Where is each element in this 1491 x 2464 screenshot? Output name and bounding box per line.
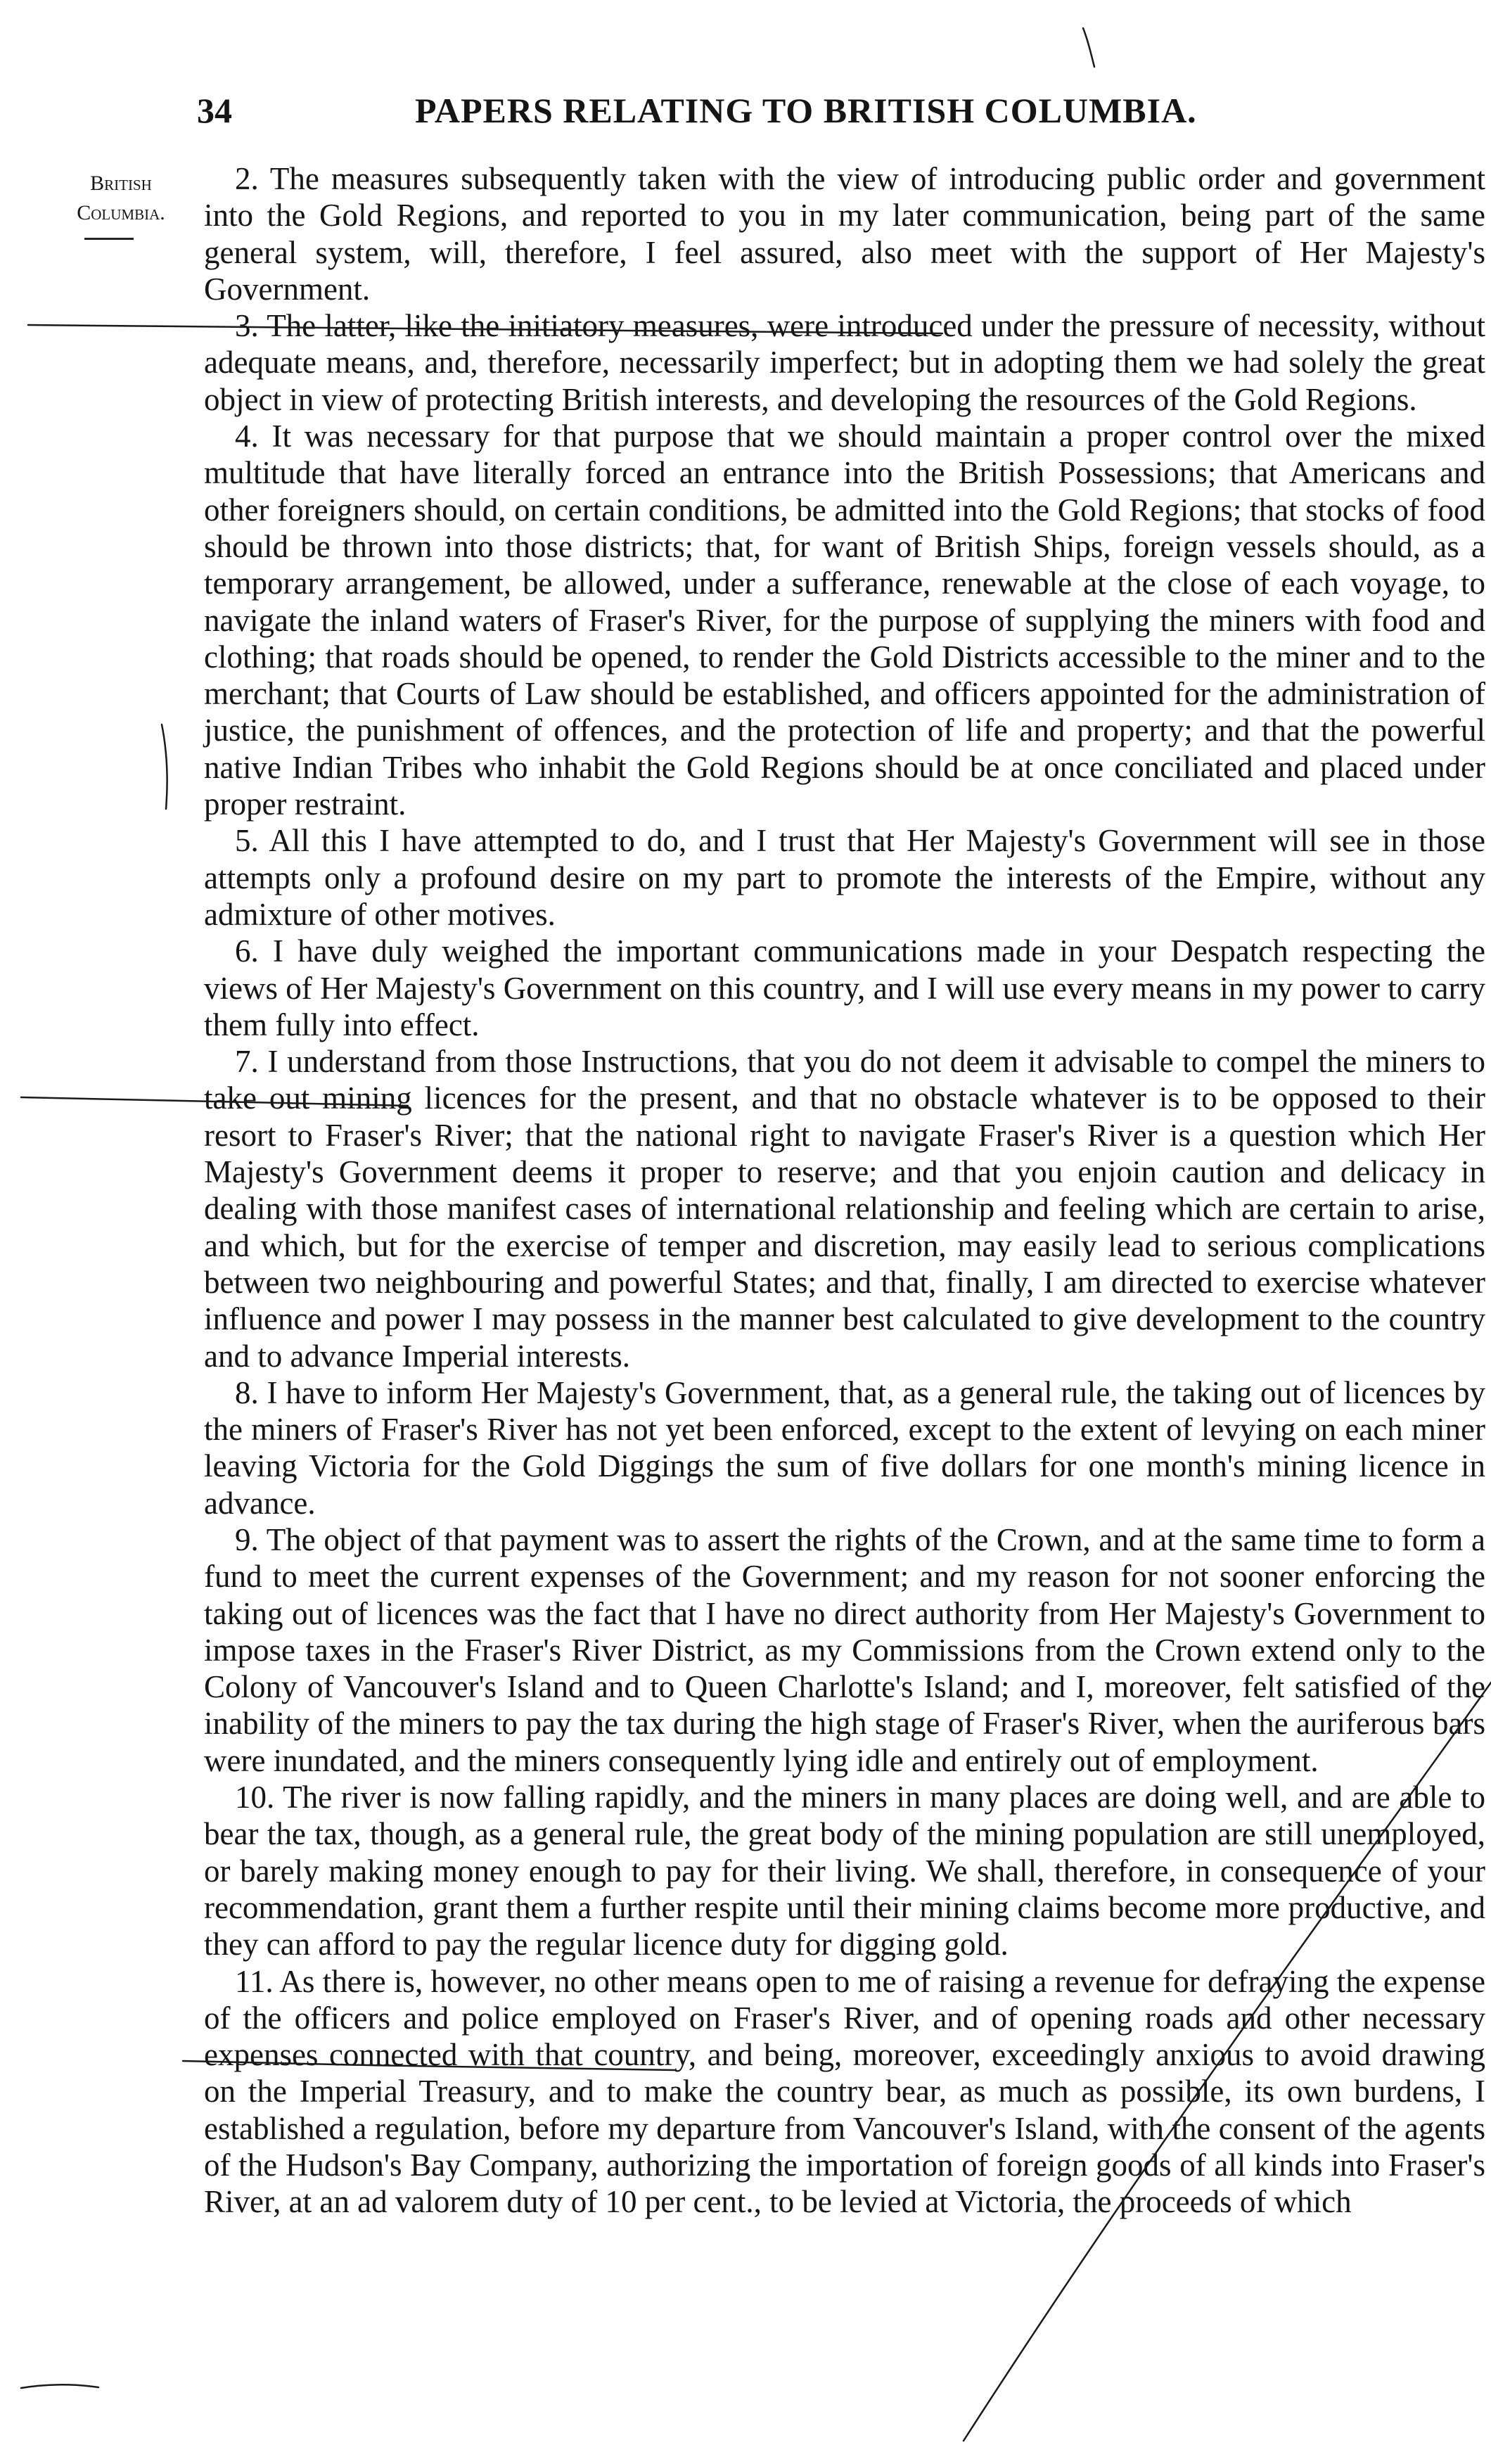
paragraph-11: 11. As there is, however, no other means open to me of raising a revenue for defraying the expense of the officers and police employed on Fraser's River, and of opening roads and other necessary expenses connected with that country, and being, moreover, exceedingly anxious to avoid drawing on the Imperial Treasury, and to make the country bear, as much as possible, its own burdens, I established a regulation, before my departure from Vancouver's Island, with the consent of the agents of the Hudson's Bay Company, authorizing the importation of foreign goods of all kinds into Fraser's River, at an ad valorem duty of 10 per cent., to be levied at Victoria, the proceeds of which bbox=[204, 1963, 1485, 2220]
margin-mark-top bbox=[1083, 28, 1094, 67]
margin-mark-left bbox=[162, 724, 167, 809]
body-text bbox=[204, 160, 1485, 2221]
margin-note-line-2: Columbia. bbox=[77, 201, 165, 224]
page-number: 34 bbox=[197, 91, 232, 130]
paragraph-5: 5. All this I have attempted to do, and I trust that Her Majesty's Government will see in those attempts only a profound desire on my part to promote the interests of the Empire, without any admixture of other motives. bbox=[204, 823, 1485, 932]
paragraph-6: 6. I have duly weighed the important communications made in your Despatch respecting the views of Her Majesty's Government on this country, and I will use every means in my power to carry them fully into effect. bbox=[204, 933, 1485, 1042]
margin-tick-left bbox=[21, 2385, 98, 2388]
running-title: PAPERS RELATING TO BRITISH COLUMBIA. bbox=[415, 91, 1197, 130]
paragraph-2: 2. The measures subsequently taken with the view of introducing public order and government into the Gold Regions, and reported to you in my later communication, being part of the same general system, will, therefore, I feel assured, also meet with the support of Her Majesty's Government. bbox=[204, 161, 1485, 307]
margin-rule bbox=[84, 238, 134, 240]
paragraph-9: 9. The object of that payment was to assert the rights of the Crown, and at the same time to form a fund to meet the current expenses of the Government; and my reason for not sooner enforcing the taking out of licences was the fact that I have no direct authority from Her Majesty's Government to impose taxes in the Fraser's River District, as my Commissions from the Crown extend only to the Colony of Vancouver's Island and to Queen Charlotte's Island; and I, moreover, felt satisfied of the inability of the miners to pay the tax during the high stage of Fraser's River, when the auriferous bars were inundated, and the miners consequently lying idle and entirely out of employment. bbox=[204, 1521, 1485, 1778]
page-header bbox=[176, 90, 1442, 139]
paragraph-4: 4. It was necessary for that purpose that we should maintain a proper control over the mixed multitude that have literally forced an entrance into the British Possessions; that Americans and other foreigners should, on certain conditions, be admitted into the Gold Regions; that stocks of food should be thrown into those districts; that, for want of British Ships, foreign vessels should, as a temporary arrangement, be allowed, under a sufferance, renewable at the close of each voyage, to navigate the inland waters of Fraser's River, for the purpose of supplying the miners with food and clothing; that roads should be opened, to render the Gold Districts accessible to the miner and to the merchant; that Courts of Law should be established, and officers appointed for the administration of justice, the punishment of offences, and the protection of life and property; and that the powerful native Indian Tribes who inhabit the Gold Regions should be at once conciliated and placed under proper restraint. bbox=[204, 419, 1485, 822]
paragraph-10: 10. The river is now falling rapidly, and the miners in many places are doing well, and are able to bear the tax, though, as a general rule, the great body of the mining population are still unemployed, or barely making money enough to pay for their living. We shall, therefore, in consequence of your recommendation, grant them a further respite until their mining claims become more productive, and they can afford to pay the regular licence duty for digging gold. bbox=[204, 1780, 1485, 1962]
margin-note bbox=[51, 169, 191, 228]
paragraph-7: 7. I understand from those Instructions, that you do not deem it advisable to compel the miners to take out mining licences for the present, and that no obstacle whatever is to be opposed to their resort to Fraser's River; that the national right to navigate Fraser's River is a question which Her Majesty's Government deems it proper to reserve; and that you enjoin caution and delicacy in dealing with those manifest cases of international relationship and feeling which are certain to arise, and which, but for the exercise of temper and discretion, may easily lead to serious complications between two neighbouring and powerful States; and that, finally, I am directed to exercise whatever influence and power I may possess in the manner best calculated to give development to the country and to advance Imperial interests. bbox=[204, 1044, 1485, 1374]
margin-note-line-1: British bbox=[90, 172, 152, 195]
paragraph-8: 8. I have to inform Her Majesty's Government, that, as a general rule, the taking out of licences by the miners of Fraser's River has not yet been enforced, except to the extent of levying on each miner leaving Victoria for the Gold Diggings the sum of five dollars for one month's mining licence in advance. bbox=[204, 1374, 1485, 1521]
paragraph-3: 3. The latter, like the initiatory measures, were introduced under the pressure of necessity, without adequate means, and, therefore, necessarily imperfect; but in adopting them we had solely the great object in view of protecting British interests, and developing the resources of the Gold Regions. bbox=[204, 308, 1485, 417]
